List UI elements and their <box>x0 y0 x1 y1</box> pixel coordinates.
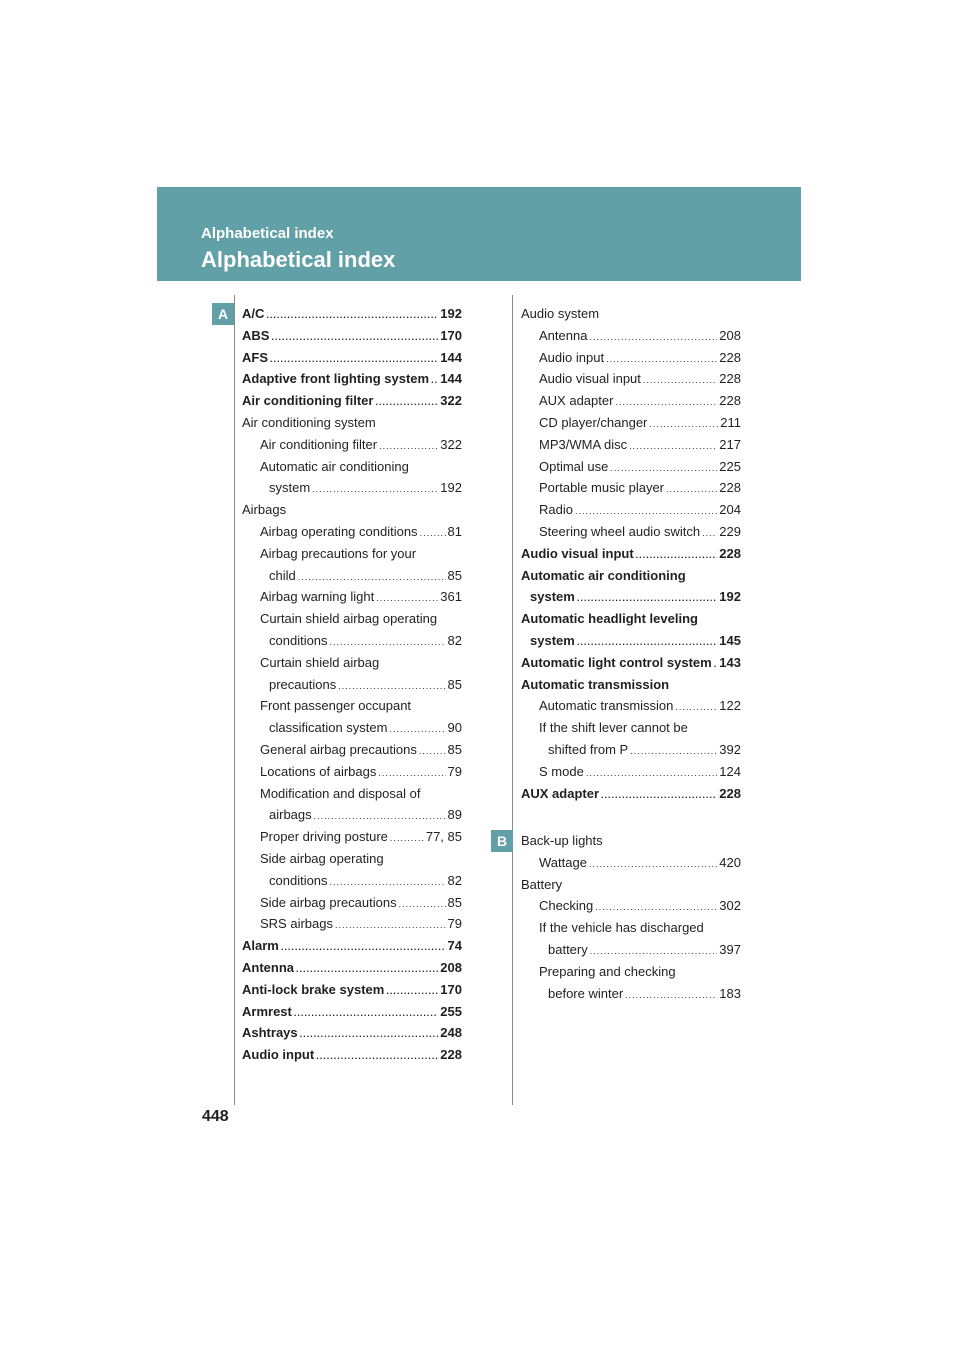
index-entry-page: 217 <box>719 436 741 452</box>
index-entry-page: 124 <box>719 763 741 779</box>
index-entry-text: AFS <box>242 349 268 365</box>
index-entry-page: 228 <box>719 349 741 365</box>
index-entry-page: 85 <box>447 741 462 757</box>
index-entry <box>242 434 462 456</box>
dot-leader <box>270 349 438 371</box>
index-entry <box>242 848 462 870</box>
index-entry-text: Preparing and checking <box>539 963 676 979</box>
index-entry <box>242 652 462 674</box>
index-entry <box>521 674 741 696</box>
index-entry-text: Modification and disposal of <box>260 785 421 801</box>
index-entry-text: Optimal use <box>539 458 609 474</box>
index-entry-text: AUX adapter <box>539 393 614 409</box>
index-entry-text: Front passenger occupant <box>260 698 412 714</box>
index-entry <box>242 543 462 565</box>
index-entry <box>242 1044 462 1066</box>
dot-leader <box>577 588 717 610</box>
dot-leader <box>376 588 438 610</box>
index-entry-text: system <box>530 632 575 648</box>
index-entry <box>521 652 741 674</box>
index-entry <box>242 368 462 390</box>
index-entry <box>242 303 462 325</box>
dot-leader <box>589 327 717 349</box>
index-entry <box>521 412 741 434</box>
index-entry <box>521 543 741 565</box>
index-entry-page: 90 <box>447 720 462 736</box>
dot-leader <box>300 1024 439 1046</box>
index-entry-text: Steering wheel audio switch <box>539 523 701 539</box>
index-entry-text: Audio system <box>521 306 600 321</box>
dot-leader <box>625 985 717 1007</box>
dot-leader <box>399 894 446 916</box>
dot-leader <box>615 392 717 414</box>
dot-leader <box>606 349 717 371</box>
dot-leader <box>378 763 445 785</box>
section-subtitle: Alphabetical index <box>201 225 334 242</box>
header-band <box>157 187 801 281</box>
index-entry <box>521 565 741 587</box>
dot-leader <box>298 567 446 589</box>
dot-leader <box>330 632 446 654</box>
dot-leader <box>314 806 446 828</box>
index-entry-text: Antenna <box>539 327 588 343</box>
index-entry-page: 192 <box>719 589 741 605</box>
index-entry-text: Audio visual input <box>539 371 641 387</box>
index-entry-text: shifted from P <box>548 741 629 757</box>
index-entry <box>242 608 462 630</box>
index-entry-text: Curtain shield airbag operating <box>260 611 438 627</box>
dot-leader <box>386 981 438 1003</box>
index-entry <box>521 695 741 717</box>
index-entry-page: 143 <box>719 654 741 670</box>
index-entry <box>521 917 741 939</box>
section-tab-a: A <box>212 303 234 325</box>
dot-leader <box>595 897 717 919</box>
index-entry-page: 144 <box>440 349 462 365</box>
index-entry-text: Audio input <box>242 1047 315 1063</box>
dot-leader <box>389 719 445 741</box>
index-entry <box>242 325 462 347</box>
index-entry-page: 420 <box>719 854 741 870</box>
index-entry-page: 225 <box>719 458 741 474</box>
index-entry <box>242 739 462 761</box>
dot-leader <box>702 523 717 545</box>
index-entry-text: Airbag precautions for your <box>260 545 417 561</box>
index-entry-page: 228 <box>719 545 741 561</box>
dot-leader <box>312 479 438 501</box>
index-entry <box>242 892 462 914</box>
index-entry-page: 228 <box>440 1047 462 1063</box>
index-entry <box>242 695 462 717</box>
dot-leader <box>338 676 445 698</box>
dot-leader <box>375 392 438 414</box>
index-entry <box>242 717 462 739</box>
index-entry <box>242 826 462 848</box>
index-entry <box>521 739 741 761</box>
center-divider <box>512 295 513 1105</box>
index-entry <box>242 674 462 696</box>
index-entry-page: 81 <box>447 523 462 539</box>
index-entry-text: Automatic headlight leveling <box>521 611 698 627</box>
index-entry <box>242 957 462 979</box>
index-entry-text: Air conditioning filter <box>260 436 378 452</box>
index-entry-text: CD player/changer <box>539 414 648 430</box>
index-entry-text: Alarm <box>242 938 279 954</box>
index-entry-page: 82 <box>447 872 462 888</box>
index-column-right-a <box>521 303 741 804</box>
index-entry-page: 228 <box>719 371 741 387</box>
index-entry-text: Air conditioning filter <box>242 393 374 409</box>
index-entry <box>242 804 462 826</box>
dot-leader <box>649 414 718 436</box>
index-entry-page: 302 <box>719 898 741 914</box>
index-entry-page: 228 <box>719 393 741 409</box>
index-entry <box>521 499 741 521</box>
index-entry-text: MP3/WMA disc <box>539 436 628 452</box>
left-divider <box>234 295 235 1105</box>
index-entry-page: 85 <box>447 567 462 583</box>
index-entry-text: Automatic transmission <box>521 676 670 692</box>
dot-leader <box>589 854 717 876</box>
index-entry-text: classification system <box>269 720 388 736</box>
index-entry-page: 122 <box>719 698 741 714</box>
index-entry-page: 144 <box>440 371 462 387</box>
index-entry-text: Ashtrays <box>242 1025 298 1041</box>
index-entry <box>242 979 462 1001</box>
index-entry <box>242 913 462 935</box>
index-entry-page: 85 <box>447 676 462 692</box>
index-entry <box>521 608 741 630</box>
dot-leader <box>296 959 438 981</box>
index-entry-text: Automatic light control system <box>521 654 712 670</box>
dot-leader <box>330 872 446 894</box>
index-entry <box>521 456 741 478</box>
index-entry <box>242 521 462 543</box>
index-entry-page: 228 <box>719 480 741 496</box>
index-entry-text: Automatic transmission <box>539 698 674 714</box>
index-entry-page: 74 <box>447 938 462 954</box>
index-entry-text: AUX adapter <box>521 785 600 801</box>
index-entry-text: If the shift lever cannot be <box>539 720 688 736</box>
index-entry-text: system <box>269 480 311 496</box>
index-entry-page: 397 <box>719 941 741 957</box>
index-entry <box>521 630 741 652</box>
index-entry <box>521 830 741 852</box>
index-entry-text: Automatic air conditioning <box>260 458 409 474</box>
index-entry-text: A/C <box>242 306 265 321</box>
index-entry <box>521 434 741 456</box>
index-entry-page: 145 <box>719 632 741 648</box>
index-entry <box>521 939 741 961</box>
dot-leader <box>675 697 717 719</box>
index-entry <box>521 390 741 412</box>
dot-leader <box>266 305 438 327</box>
index-entry-text: Radio <box>539 502 573 518</box>
index-entry-page: 228 <box>719 785 741 801</box>
index-entry-text: Proper driving posture <box>260 829 388 845</box>
dot-leader <box>575 501 717 523</box>
index-entry <box>242 761 462 783</box>
dot-leader <box>601 785 717 807</box>
index-entry-page: 85 <box>447 894 462 910</box>
dot-leader <box>420 523 446 545</box>
index-entry <box>521 961 741 983</box>
index-entry-text: precautions <box>269 676 337 692</box>
index-entry-text: Audio visual input <box>521 545 634 561</box>
index-entry-page: 208 <box>719 327 741 343</box>
index-entry-text: Side airbag precautions <box>260 894 397 910</box>
dot-leader <box>294 1003 438 1025</box>
index-entry-text: battery <box>548 941 588 957</box>
index-entry-page: 322 <box>440 393 462 409</box>
dot-leader <box>643 370 717 392</box>
page-number: 448 <box>202 1108 229 1125</box>
index-entry-text: If the vehicle has discharged <box>539 920 704 936</box>
index-entry-text: system <box>530 589 575 605</box>
dot-leader <box>714 654 718 676</box>
dot-leader <box>577 632 717 654</box>
index-entry <box>242 390 462 412</box>
index-entry-text: General airbag precautions <box>260 741 417 757</box>
index-entry <box>242 870 462 892</box>
index-entry <box>521 347 741 369</box>
index-entry <box>521 761 741 783</box>
index-entry <box>242 935 462 957</box>
index-entry-text: airbags <box>269 807 312 823</box>
index-entry <box>521 325 741 347</box>
index-entry-text: Battery <box>521 876 563 892</box>
index-column-right-b <box>521 830 741 1004</box>
index-entry-text: Airbag warning light <box>260 589 375 605</box>
index-entry-page: 183 <box>719 985 741 1001</box>
dot-leader <box>629 436 717 458</box>
index-entry <box>242 630 462 652</box>
index-entry-page: 392 <box>719 741 741 757</box>
dot-leader <box>271 327 438 349</box>
dot-leader <box>666 479 717 501</box>
dot-leader <box>590 941 718 963</box>
dot-leader <box>281 937 446 959</box>
index-entry-page: 322 <box>440 436 462 452</box>
index-entry <box>242 477 462 499</box>
index-entry-text: Air conditioning system <box>242 414 376 430</box>
index-entry-text: Checking <box>539 898 594 914</box>
index-entry <box>242 586 462 608</box>
index-entry-text: conditions <box>269 872 328 888</box>
index-entry-page: 229 <box>719 523 741 539</box>
index-entry <box>242 565 462 587</box>
dot-leader <box>586 763 717 785</box>
index-entry-page: 79 <box>447 916 462 932</box>
index-entry-text: Anti-lock brake system <box>242 981 385 997</box>
index-entry-page: 208 <box>440 959 462 975</box>
index-entry <box>521 586 741 608</box>
index-entry <box>242 456 462 478</box>
index-entry-page: 77, 85 <box>425 829 462 845</box>
dot-leader <box>636 545 718 567</box>
index-column-left <box>242 303 462 1066</box>
index-entry <box>242 783 462 805</box>
index-entry-page: 192 <box>440 480 462 496</box>
index-entry-text: ABS <box>242 327 270 343</box>
index-entry <box>242 499 462 521</box>
index-entry-page: 89 <box>447 807 462 823</box>
index-entry <box>521 783 741 805</box>
dot-leader <box>335 915 446 937</box>
index-entry-text: Armrest <box>242 1003 292 1019</box>
index-entry-text: Airbag operating conditions <box>260 523 418 539</box>
index-entry <box>242 1001 462 1023</box>
index-entry <box>242 347 462 369</box>
index-entry <box>521 477 741 499</box>
section-tab-b: B <box>491 830 513 852</box>
index-entry <box>242 412 462 434</box>
index-entry-page: 82 <box>447 632 462 648</box>
index-entry-page: 170 <box>440 327 462 343</box>
index-entry-text: Antenna <box>242 959 294 975</box>
index-entry-text: Audio input <box>539 349 605 365</box>
index-entry-text: Airbags <box>242 502 287 518</box>
dot-leader <box>431 370 438 392</box>
index-entry <box>521 852 741 874</box>
index-entry-text: before winter <box>548 985 624 1001</box>
index-entry-page: 204 <box>719 502 741 518</box>
index-entry <box>521 874 741 896</box>
index-entry-text: Side airbag operating <box>260 850 384 866</box>
index-entry-text: SRS airbags <box>260 916 333 932</box>
dot-leader <box>419 741 446 763</box>
index-entry-page: 192 <box>440 306 462 321</box>
index-entry <box>521 368 741 390</box>
index-entry <box>521 717 741 739</box>
index-entry <box>521 895 741 917</box>
index-entry <box>521 983 741 1005</box>
index-entry-text: Portable music player <box>539 480 664 496</box>
index-entry-text: S mode <box>539 763 584 779</box>
index-entry-text: Wattage <box>539 854 587 870</box>
index-entry-text: Curtain shield airbag <box>260 654 380 670</box>
dot-leader <box>316 1046 438 1068</box>
dot-leader <box>630 741 717 763</box>
index-entry-page: 361 <box>440 589 462 605</box>
dot-leader <box>390 828 424 850</box>
index-entry-page: 170 <box>440 981 462 997</box>
index-entry <box>521 521 741 543</box>
page-title: Alphabetical index <box>201 247 396 272</box>
index-entry <box>521 303 741 325</box>
index-entry-page: 211 <box>720 414 741 430</box>
index-entry-text: child <box>269 567 296 583</box>
index-entry <box>242 1022 462 1044</box>
dot-leader <box>610 458 717 480</box>
index-entry-page: 79 <box>447 763 462 779</box>
index-entry-text: conditions <box>269 632 328 648</box>
index-entry-page: 255 <box>440 1003 462 1019</box>
index-entry-text: Adaptive front lighting system <box>242 371 430 387</box>
index-entry-text: Automatic air conditioning <box>521 567 686 583</box>
index-entry-text: Back-up lights <box>521 833 603 848</box>
index-entry-text: Locations of airbags <box>260 763 377 779</box>
index-entry-page: 248 <box>440 1025 462 1041</box>
dot-leader <box>379 436 438 458</box>
